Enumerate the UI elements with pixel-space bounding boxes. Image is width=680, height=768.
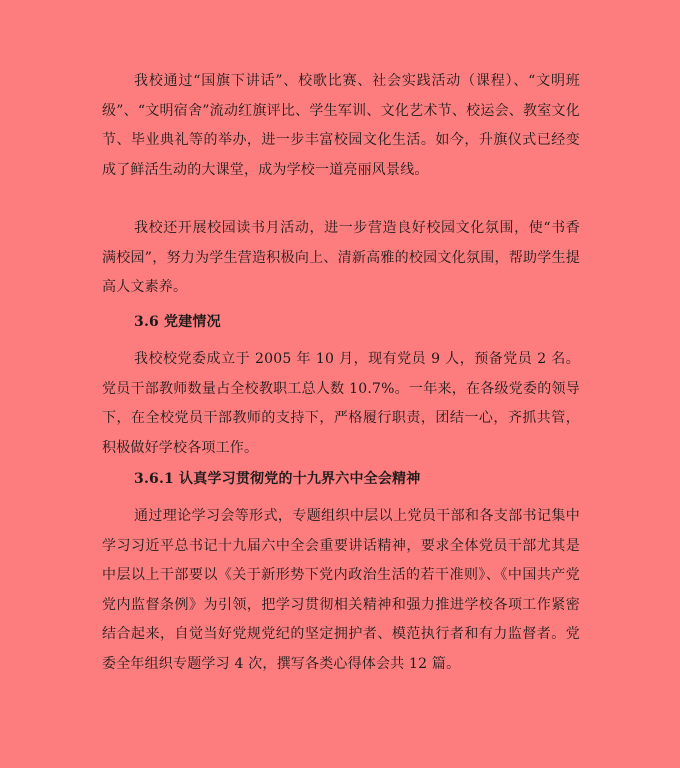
paragraph-reading-month: 我校还开展校园读书月活动，进一步营造良好校园文化氛围，使“书香满校园”，努力为学生营造积极向上、清新高雅的校园文化氛围，帮助学生提高人文素养。 — [102, 220, 580, 295]
section-heading-party-building: 3.6 党建情况 — [134, 314, 221, 330]
paragraph-theory-study: 通过理论学习会等形式，专题组织中层以上党员干部和各支部书记集中学习习近平总书记十九届六中全会重要讲话精神，要求全体党员干部尤其是中层以上干部要以《关于新形势下党内政治生活的若干准则》、《中国共产党党内监督条例》为引领，把学习贯彻相关精神和强力推进学校各项工作紧密结合起来，自觉当好党规党纪的坚定拥护者、模范执行者和有力监督者。党委全年组织专题学习 4 次，撰写各类心得体会共 12 篇。 — [102, 508, 580, 672]
paragraph-party-committee: 我校校党委成立于 2005 年 10 月，现有党员 9 人，预备党员 2 名。党员干部教师数量占全校教职工总人数 10.7%。一年来，在各级党委的领导下，在全校党员干部教师的支持下，严格履行职责，团结一心，齐抓共管，积极做好学校各项工作。 — [102, 351, 580, 456]
paragraph-campus-culture-activities: 我校通过“国旗下讲话”、校歌比赛、社会实践活动（课程）、“文明班级”、“文明宿舍”流动红旗评比、学生军训、文化艺术节、校运会、教室文化节、毕业典礼等的举办，进一步丰富校园文化生活。如今，升旗仪式已经变成了鲜活生动的大课堂，成为学校一道亮丽风景线。 — [102, 73, 580, 178]
subsection-heading-study-plenary: 3.6.1 认真学习贯彻党的十九界六中全会精神 — [134, 471, 421, 487]
